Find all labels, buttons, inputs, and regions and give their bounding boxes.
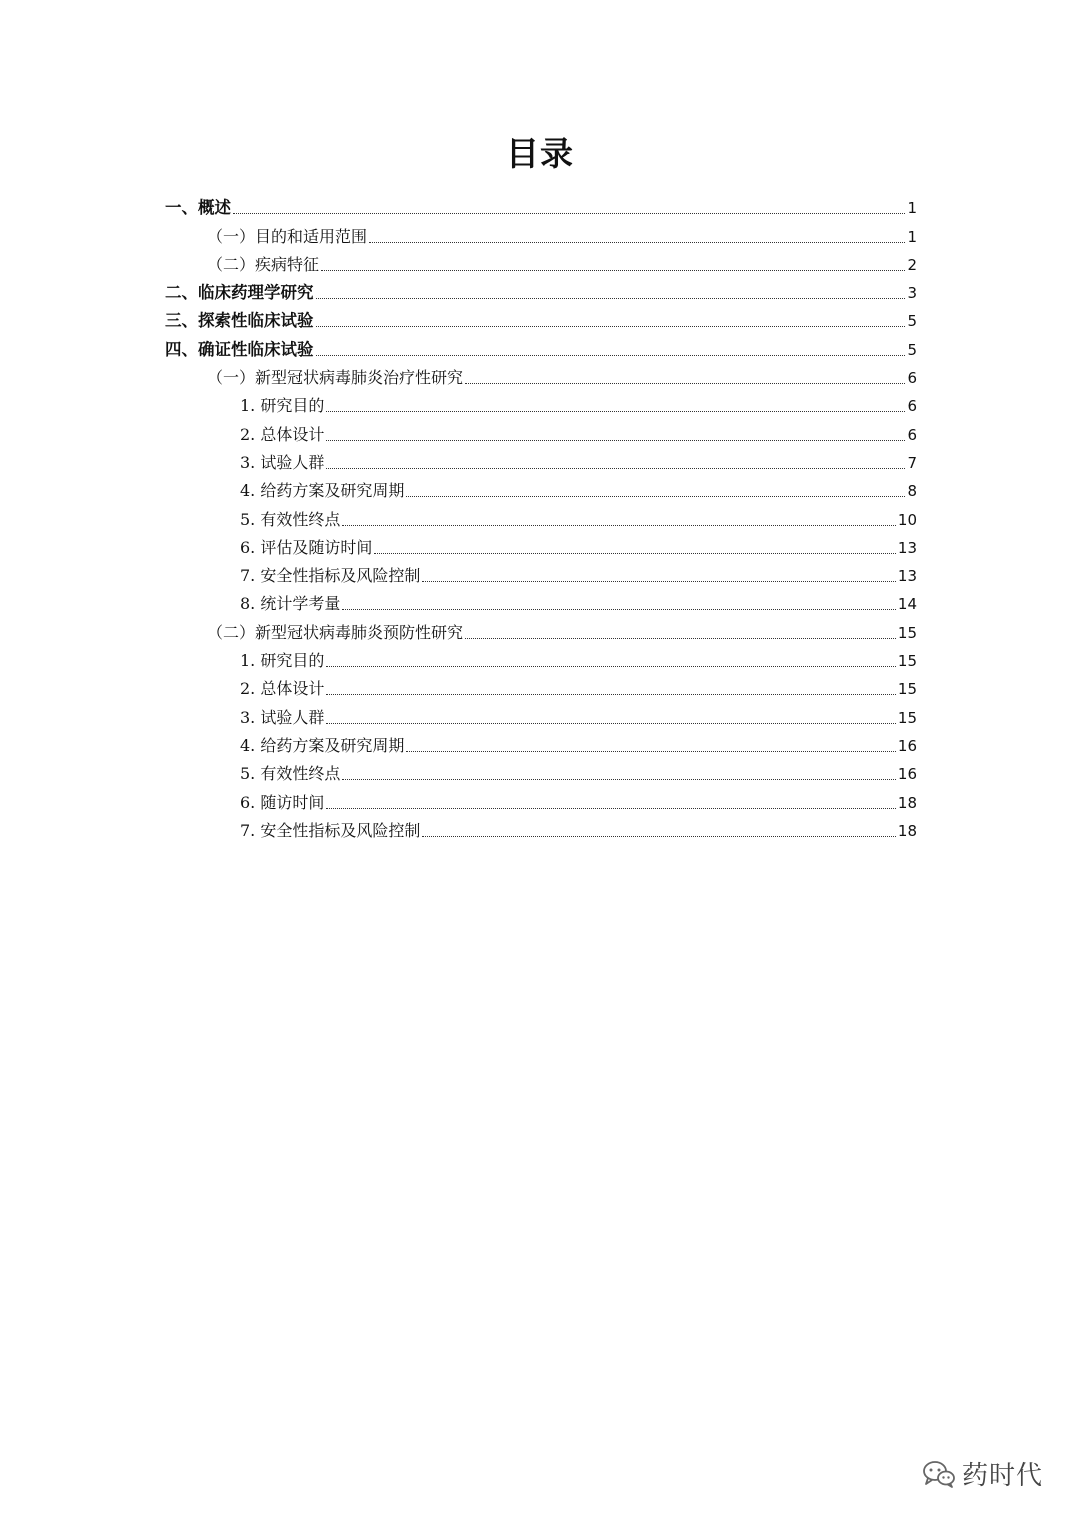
dot-leader — [342, 778, 896, 780]
toc-entry-label: 7. 安全性指标及风险控制 — [240, 566, 421, 586]
toc-entry-page-number: 1 — [907, 199, 917, 218]
toc-entry[interactable] — [165, 756, 917, 784]
toc-entry-label: 2. 总体设计 — [240, 679, 325, 699]
dot-leader — [369, 241, 905, 243]
toc-entry[interactable] — [165, 416, 917, 444]
toc-entry-label: 1. 研究目的 — [240, 651, 325, 671]
toc-entry-label: 3. 试验人群 — [240, 707, 325, 727]
dot-leader — [233, 212, 905, 214]
toc-entry[interactable] — [165, 445, 917, 473]
toc-entry-label: （二）新型冠状病毒肺炎预防性研究 — [207, 622, 464, 642]
dot-leader — [316, 325, 906, 327]
toc-entry-label: 一、概述 — [165, 198, 231, 218]
toc-entry[interactable] — [165, 558, 917, 586]
toc-entry[interactable] — [165, 388, 917, 416]
dot-leader — [326, 722, 896, 724]
toc-entry-page-number: 16 — [897, 765, 917, 784]
dot-leader — [406, 750, 896, 752]
dot-leader — [465, 382, 905, 384]
toc-entry-page-number: 3 — [907, 284, 917, 303]
toc-entry-label: 5. 有效性终点 — [240, 509, 341, 529]
dot-leader — [422, 835, 896, 837]
toc-entry-page-number: 13 — [897, 567, 917, 586]
toc-entry-label: 5. 有效性终点 — [240, 764, 341, 784]
dot-leader — [422, 580, 896, 582]
toc-entry-label: 四、确证性临床试验 — [165, 339, 314, 359]
dot-leader — [316, 354, 906, 356]
toc-entry-label: 8. 统计学考量 — [240, 594, 341, 614]
dot-leader — [316, 297, 906, 299]
dot-leader — [406, 495, 905, 497]
toc-entry[interactable] — [165, 671, 917, 699]
toc-entry[interactable] — [165, 247, 917, 275]
toc-entry-label: 3. 试验人群 — [240, 452, 325, 472]
toc-entry[interactable] — [165, 190, 917, 218]
toc-entry-page-number: 15 — [897, 652, 917, 671]
toc-entry[interactable] — [165, 586, 917, 614]
toc-entry-page-number: 2 — [907, 255, 917, 274]
toc-entry[interactable] — [165, 614, 917, 642]
toc-entry-label: 1. 研究目的 — [240, 396, 325, 416]
toc-entry[interactable] — [165, 530, 917, 558]
dot-leader — [374, 552, 896, 554]
toc-entry-label: 2. 总体设计 — [240, 424, 325, 444]
page-title: 目录 — [506, 134, 574, 173]
wechat-icon — [922, 1459, 956, 1489]
toc-entry[interactable] — [165, 218, 917, 246]
toc-entry[interactable] — [165, 360, 917, 388]
toc-entry[interactable] — [165, 813, 917, 841]
dot-leader — [326, 693, 896, 695]
dot-leader — [465, 637, 896, 639]
toc-entry[interactable] — [165, 501, 917, 529]
toc-entry-label: 6. 随访时间 — [240, 792, 325, 812]
toc-entry-page-number: 10 — [897, 510, 917, 529]
toc-entry[interactable] — [165, 728, 917, 756]
dot-leader — [326, 665, 896, 667]
dot-leader — [326, 467, 905, 469]
toc-entry-label: 4. 给药方案及研究周期 — [240, 735, 405, 755]
toc-entry-label: 三、探索性临床试验 — [165, 311, 314, 331]
toc-entry[interactable] — [165, 331, 917, 359]
watermark-text: 药时代 — [962, 1461, 1044, 1491]
toc-entry-page-number: 1 — [907, 227, 917, 246]
toc-entry[interactable] — [165, 275, 917, 303]
toc-entry-label: 二、临床药理学研究 — [165, 283, 314, 303]
dot-leader — [342, 524, 896, 526]
toc-entry[interactable] — [165, 699, 917, 727]
dot-leader — [342, 608, 896, 610]
toc-entry-label: （二）疾病特征 — [207, 254, 320, 274]
toc-entry-label: （一）新型冠状病毒肺炎治疗性研究 — [207, 368, 464, 388]
toc-entry[interactable] — [165, 643, 917, 671]
toc-entry-label: 7. 安全性指标及风险控制 — [240, 820, 421, 840]
toc-entry-page-number: 18 — [897, 821, 917, 840]
toc-entry-page-number: 7 — [907, 453, 917, 472]
toc-entry-page-number: 6 — [907, 397, 917, 416]
toc-entry-page-number: 14 — [897, 595, 917, 614]
dot-leader — [326, 807, 896, 809]
toc-entry-page-number: 6 — [907, 369, 917, 388]
toc-entry-page-number: 16 — [897, 736, 917, 755]
toc-entry[interactable] — [165, 303, 917, 331]
toc-entry[interactable] — [165, 784, 917, 812]
toc-entry-page-number: 13 — [897, 538, 917, 557]
toc-entry-label: 4. 给药方案及研究周期 — [240, 481, 405, 501]
table-of-contents — [165, 190, 917, 841]
toc-entry-page-number: 5 — [907, 340, 917, 359]
watermark — [922, 1455, 1043, 1492]
toc-entry-page-number: 15 — [897, 680, 917, 699]
toc-entry[interactable] — [165, 473, 917, 501]
toc-entry-page-number: 18 — [897, 793, 917, 812]
toc-entry-page-number: 5 — [907, 312, 917, 331]
dot-leader — [326, 410, 905, 412]
toc-entry-page-number: 8 — [907, 482, 917, 501]
toc-entry-label: （一）目的和适用范围 — [207, 226, 368, 246]
toc-entry-label: 6. 评估及随访时间 — [240, 537, 373, 557]
dot-leader — [321, 269, 905, 271]
toc-entry-page-number: 6 — [907, 425, 917, 444]
toc-entry-page-number: 15 — [897, 623, 917, 642]
dot-leader — [326, 439, 905, 441]
toc-entry-page-number: 15 — [897, 708, 917, 727]
